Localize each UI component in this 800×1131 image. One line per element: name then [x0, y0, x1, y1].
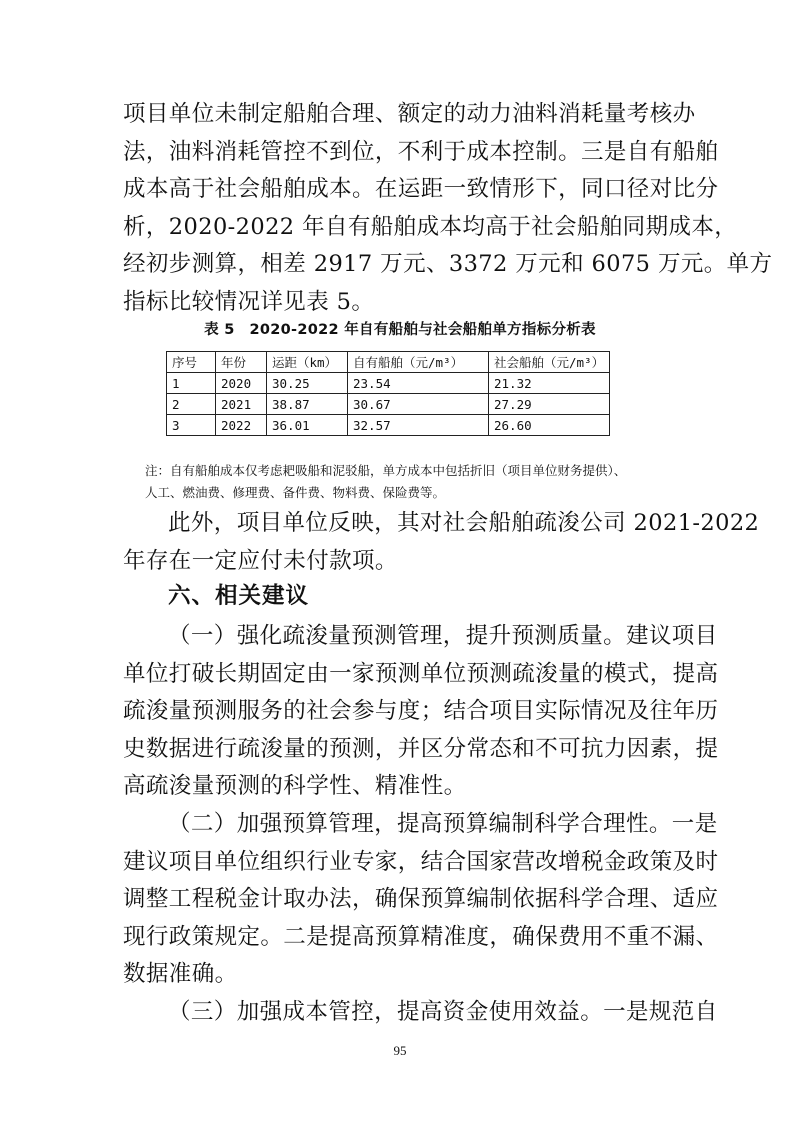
table-cell: 27.29: [489, 394, 610, 415]
text-line: 经初步测算，相差 2917 万元、3372 万元和 6075 万元。单方: [123, 251, 773, 277]
table-cell: 32.57: [348, 415, 489, 436]
paragraph-forecast: [123, 618, 719, 806]
section-heading: 六、相关建议: [168, 583, 310, 609]
table-cell: 3: [167, 415, 216, 436]
table-cell: 2: [167, 394, 216, 415]
table-cell: 36.01: [267, 415, 348, 436]
text-line: 析，2020-2022 年自有船舶成本均高于社会船舶同期成本，: [123, 213, 738, 240]
text-line: 单位打破长期固定由一家预测单位预测疏浚量的模式，提高: [123, 660, 719, 687]
table-note: [145, 460, 705, 504]
paragraph-budget: [123, 806, 719, 994]
page-number: 95: [393, 1043, 407, 1058]
table-cell: 1: [167, 373, 216, 394]
text-line: 高疏浚量预测的科学性、精准性。: [123, 773, 467, 799]
text-line: 疏浚量预测服务的社会参与度；结合项目实际情况及往年历: [123, 698, 719, 724]
text-line: 成本高于社会船舶成本。在运距一致情形下，同口径对比分: [123, 176, 719, 202]
header-social-vessel: 社会船舶（元/m³）: [489, 352, 610, 373]
table-cell: 2021: [216, 394, 267, 415]
header-year: 年份: [216, 352, 267, 373]
cost-comparison-table: [166, 351, 610, 436]
text-line: 法，油料消耗管控不到位，不利于成本控制。三是自有船舶: [123, 138, 719, 165]
text-line: 建议项目单位组织行业专家，结合国家营改增税金政策及时: [123, 848, 719, 875]
table-cell: 30.67: [348, 394, 489, 415]
table-caption: 表 5 2020-2022 年自有船舶与社会船舶单方指标分析表: [204, 322, 596, 338]
table-cell: 21.32: [489, 373, 610, 394]
paragraph-unpaid: [123, 505, 760, 580]
paragraph-cost-comparison: [123, 96, 773, 321]
text-line: 史数据进行疏浚量的预测，并区分常态和不可抗力因素，提: [123, 735, 719, 762]
table-cell: 2020: [216, 373, 267, 394]
note-line: 注：自有船舶成本仅考虑耙吸船和泥驳船，单方成本中包括折旧（项目单位财务提供）、: [145, 463, 627, 478]
text-line: 项目单位未制定船舶合理、额定的动力油料消耗量考核办: [123, 101, 696, 127]
paragraph-cost-control: [123, 994, 718, 1032]
header-own-vessel: 自有船舶（元/m³）: [348, 352, 489, 373]
text-line: 指标比较情况详见表 5。: [123, 288, 375, 315]
table-cell: 30.25: [267, 373, 348, 394]
table-cell: 23.54: [348, 373, 489, 394]
note-line: 人工、燃油费、修理费、备件费、物料费、保险费等。: [145, 485, 446, 500]
table-row: [167, 415, 610, 436]
text-line: 数据准确。: [123, 961, 238, 987]
table-cell: 26.60: [489, 415, 610, 436]
table-cell: 2022: [216, 415, 267, 436]
text-line: 调整工程税金计取办法，确保预算编制依据科学合理、适应: [123, 886, 719, 912]
text-line: 此外，项目单位反映，其对社会船舶疏浚公司 2021-2022: [168, 510, 760, 536]
table-header-row: [167, 352, 610, 373]
table-cell: 38.87: [267, 394, 348, 415]
text-line: （三）加强成本管控，提高资金使用效益。一是规范自: [168, 999, 718, 1025]
table-row: [167, 394, 610, 415]
text-line: 现行政策规定。二是提高预算精准度，确保费用不重不漏、: [123, 923, 719, 950]
header-distance: 运距（km）: [267, 352, 348, 373]
text-line: （二）加强预算管理，提高预算编制科学合理性。一是: [168, 811, 718, 837]
header-index: 序号: [167, 352, 216, 373]
text-line: 年存在一定应付未付款项。: [123, 547, 398, 574]
text-line: （一）强化疏浚量预测管理，提升预测质量。建议项目: [168, 623, 718, 649]
table-row: [167, 373, 610, 394]
